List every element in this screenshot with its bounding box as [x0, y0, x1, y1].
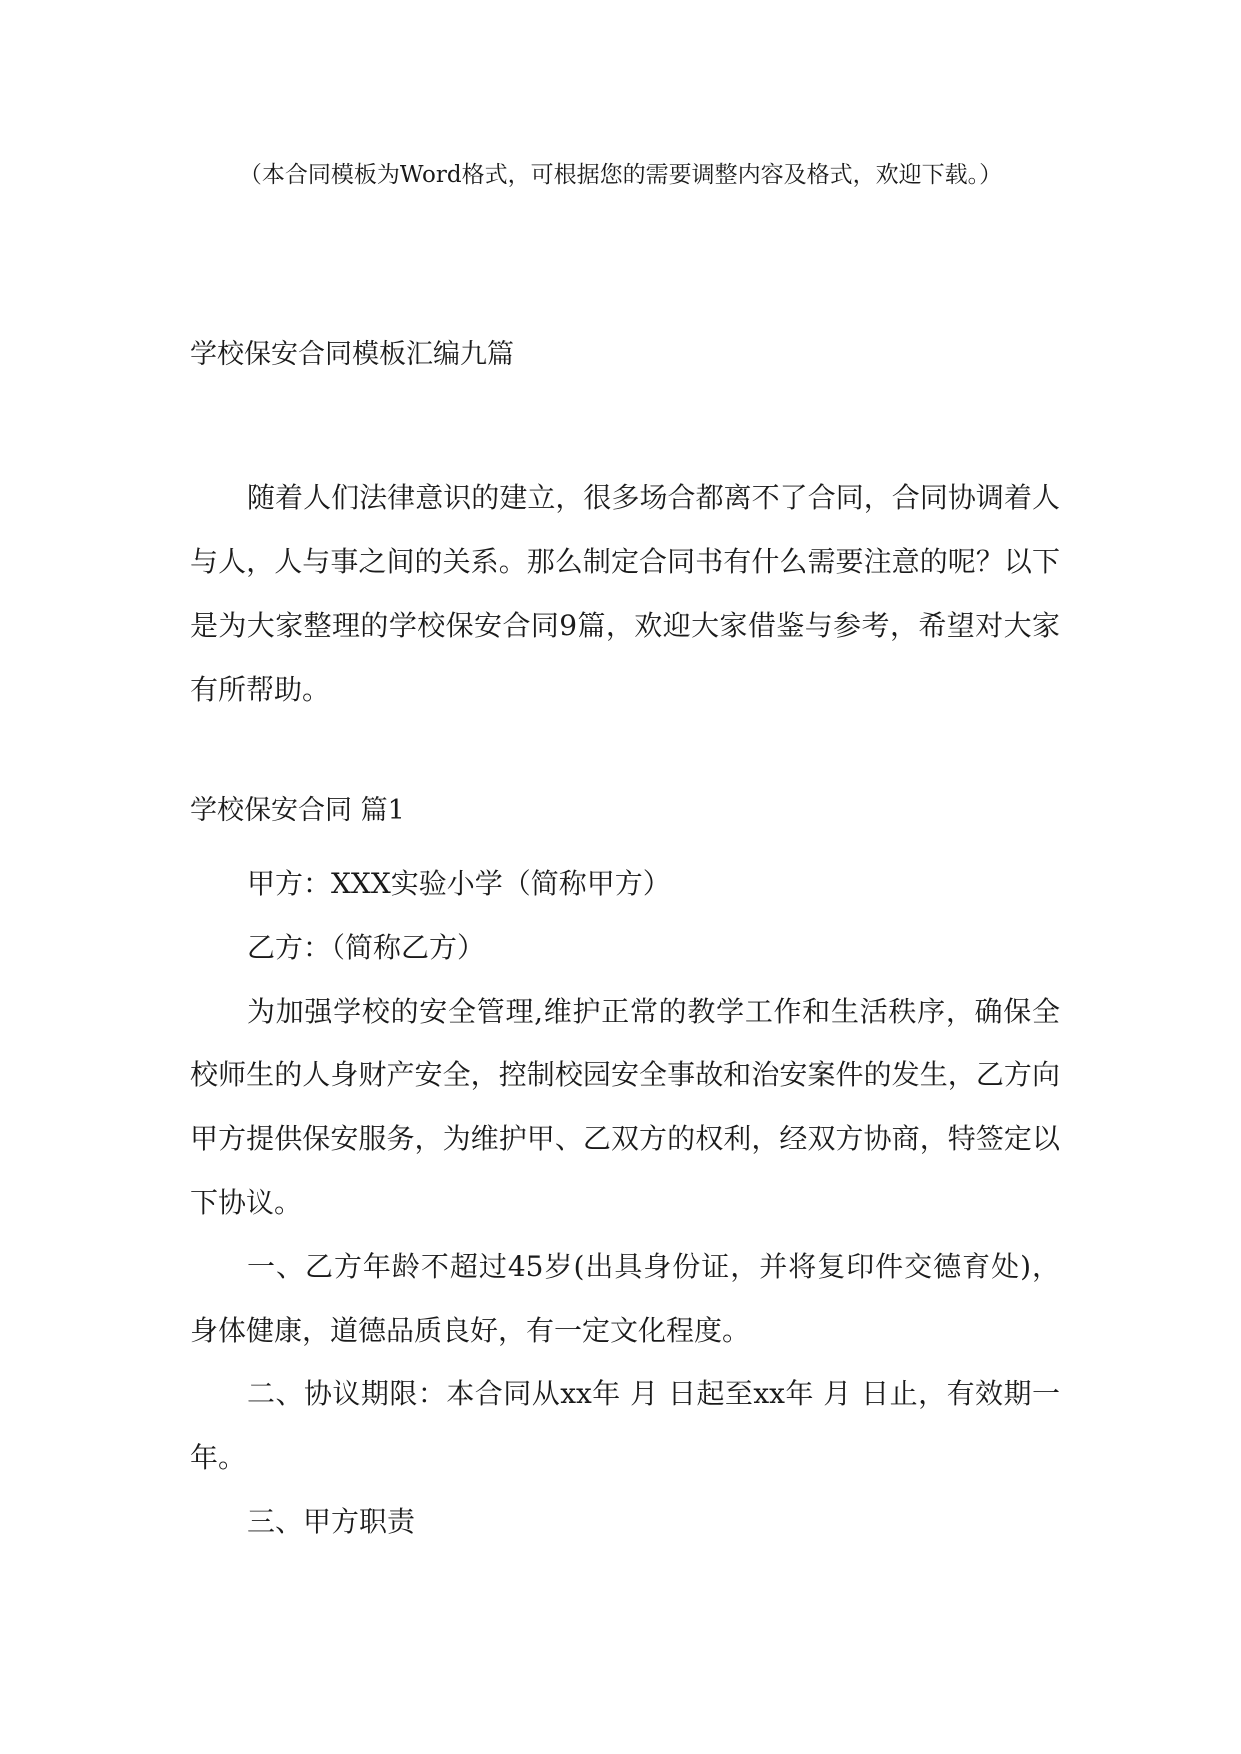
contract-body — [190, 852, 1060, 1554]
section-title: 学校保安合同 篇1 — [190, 795, 405, 826]
intro-paragraph: 随着人们法律意识的建立，很多场合都离不了合同，合同协调着人与人，人与事之间的关系。那么制定合同书有什么需要注意的呢？以下是为大家整理的学校保安合同9篇，欢迎大家借鉴与参考，希望对大家有所帮助。 — [190, 481, 1060, 706]
purpose-paragraph: 为加强学校的安全管理,维护正常的教学工作和生活秩序，确保全校师生的人身财产安全，控制校园安全事故和治安案件的发生，乙方向甲方提供保安服务，为维护甲、乙双方的权利，经双方协商，特签定以下协议。 — [190, 994, 1060, 1219]
intro-block — [190, 466, 1060, 722]
clause-1-paragraph: 一、乙方年龄不超过45岁(出具身份证，并将复印件交德育处)，身体健康，道德品质良好，有一定文化程度。 — [190, 1249, 1060, 1347]
document-title: 学校保安合同模板汇编九篇 — [190, 339, 514, 370]
template-note: （本合同模板为Word格式，可根据您的需要调整内容及格式，欢迎下载。） — [238, 162, 1003, 188]
clause-2-paragraph: 二、协议期限：本合同从xx年 月 日起至xx年 月 日止，有效期一年。 — [190, 1377, 1060, 1475]
clause-3-heading: 三、甲方职责 — [247, 1504, 416, 1538]
party-b-paragraph: 乙方：（简称乙方） — [247, 930, 486, 964]
party-a-paragraph: 甲方：XXX实验小学（简称甲方） — [247, 867, 671, 900]
